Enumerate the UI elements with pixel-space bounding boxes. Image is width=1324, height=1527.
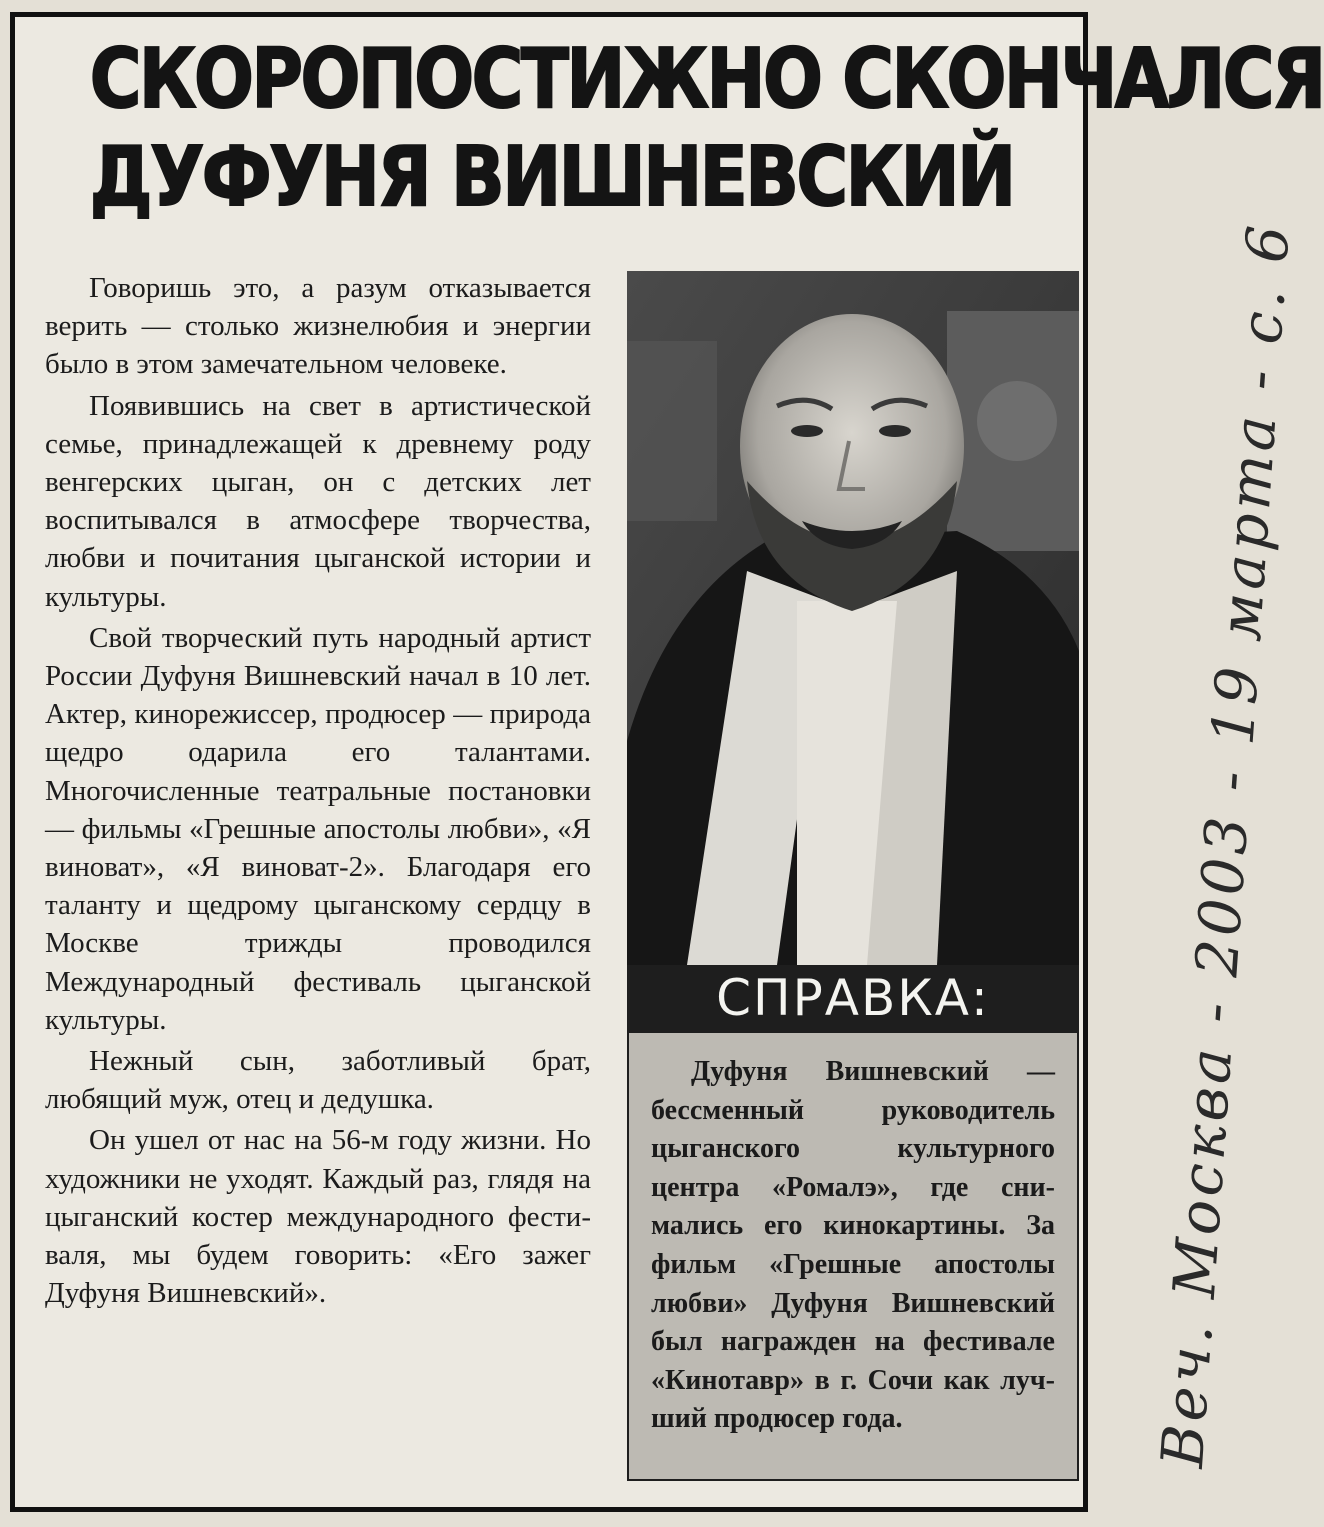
paragraph: Он ушел от нас на 56-м году жизни. Но художники не уходят. Каждый раз, глядя на цыганский костер международного фестиваля, мы будем говорить: «Его зажег Дуфуня Вишневский». (45, 1124, 591, 1310)
paragraph: Говоришь это, а разум отказывается верить — столько жизнелюбия и энергии было в этом замечательном человеке. (45, 272, 591, 381)
headline-line-1: СКОРОПОСТИЖНО СКОНЧАЛСЯ (89, 32, 1324, 127)
article-body (45, 269, 591, 1315)
sidebar-title: СПРАВКА: (627, 965, 1079, 1031)
handwritten-note: Веч. Москва - 2003 - 19 марта - с. 6 (1148, 219, 1303, 1470)
portrait-image (627, 271, 1079, 965)
paragraph: Свой творческий путь народный артист России Дуфуня Вишневский начал в 10 лет. Актер, кинорежиссер, продюсер — природа щедро одарила его талантами. Многочисленные театральные постановки — фильмы «Грешные апостолы любви», «Я виноват», «Я виноват-2». Благодаря его таланту и щедрому цыганскому сердцу в Москве трижды проводился Международный фестиваль цыганской культуры. (45, 621, 591, 1036)
paragraph: Нежный сын, заботливый брат, любящий муж, отец и дедушка. (45, 1045, 591, 1116)
sidebar-box (627, 1031, 1079, 1481)
sidebar-text: Дуфуня Вишневский — бессменный руководитель цыганского культурного центра «Ромалэ», где снимались его кинокартины. За фильм «Грешные апостолы любви» Дуфуня Вишневский был награжден на фестивале «Кинотавр» в г. Сочи как лучший продюсер года. (651, 1056, 1055, 1435)
headline (89, 31, 1324, 227)
headline-line-2: ДУФУНЯ ВИШНЕВСКИЙ (89, 130, 1014, 225)
paragraph: Появившись на свет в артистической семье, принадлежащей к древнему роду венгерских цыган, он с детских лет воспитывался в атмосфере творчества, любви и почитания цыганской истории и культуры. (45, 389, 591, 613)
portrait-photo (627, 271, 1079, 965)
